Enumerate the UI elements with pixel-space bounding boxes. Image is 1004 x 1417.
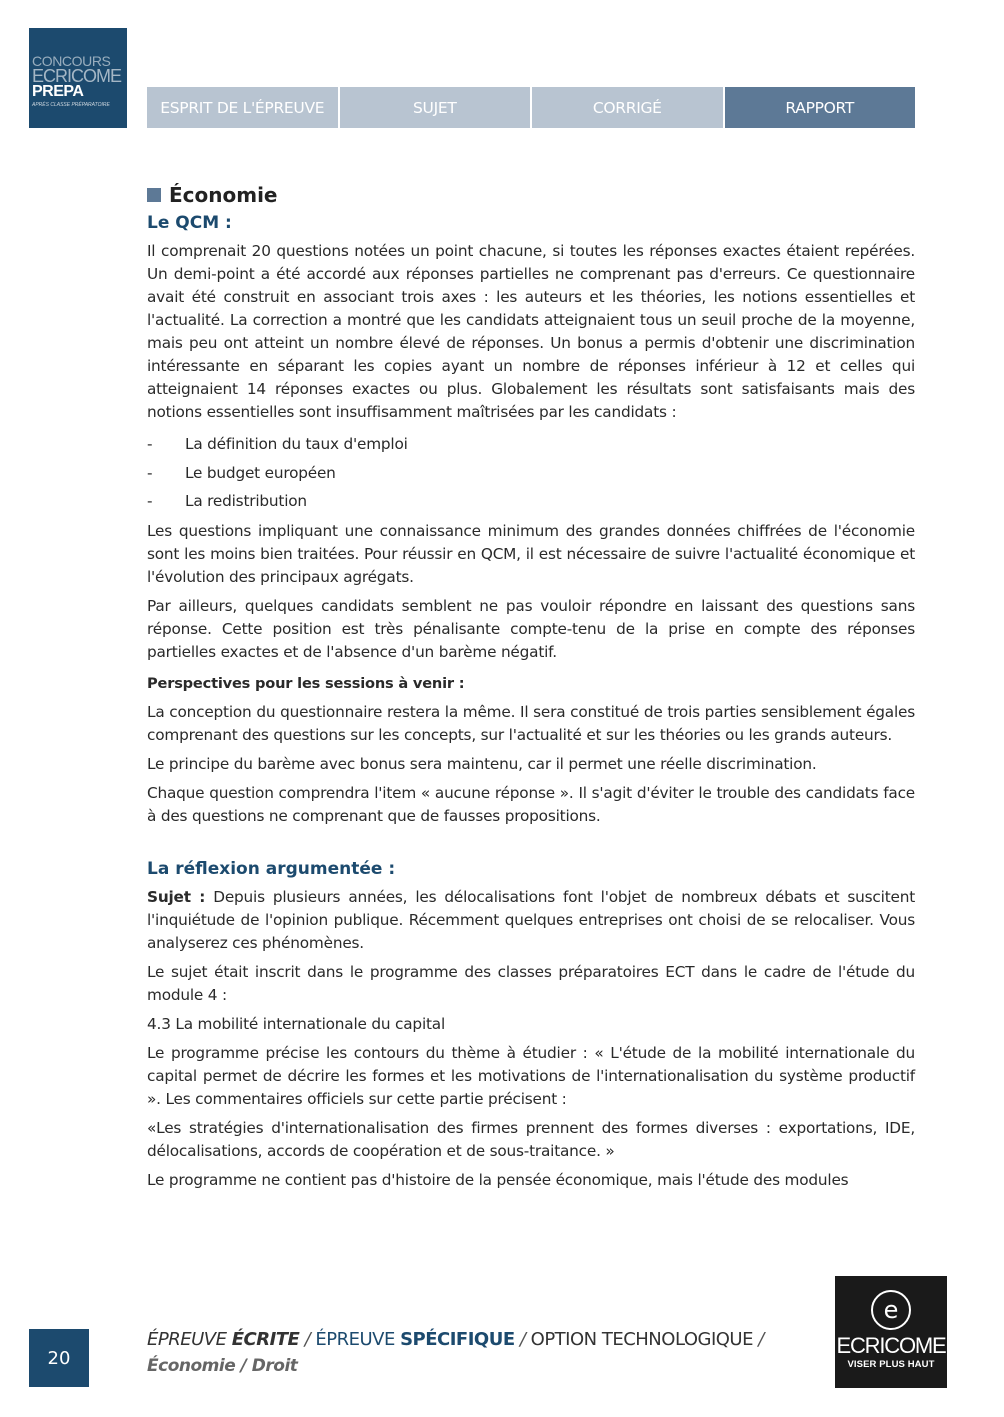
logo-line-ecricome: ECRICOME [32, 66, 122, 86]
tab-esprit[interactable]: ESPRIT DE L'ÉPREUVE [147, 87, 338, 128]
ecricome-logo-tagline: VISER PLUS HAUT [847, 1359, 935, 1370]
tab-rapport[interactable]: RAPPORT [725, 87, 916, 128]
footer-specifique: SPÉCIFIQUE [400, 1329, 515, 1350]
list-item [147, 459, 915, 488]
sujet-paragraph [147, 886, 915, 955]
footer-sep: / [752, 1329, 764, 1350]
section-title [147, 182, 915, 208]
qcm-heading: Le QCM : [147, 213, 232, 233]
notions-list [147, 430, 915, 516]
sujet-label: Sujet : [147, 887, 206, 906]
footer-caption [147, 1326, 764, 1380]
ailleurs-paragraph: Par ailleurs, quelques candidats semblent ne pas vouloir répondre en laissant des questions sans réponse. Cette position est très pénalisante compte-tenu de la prise en compte des réponses partielles exactes et de l'absence d'un barème négatif. [147, 596, 915, 661]
dash-bullet: - [147, 463, 153, 482]
logo-line-subtitle: APRÈS CLASSE PRÉPARATOIRE [32, 102, 110, 108]
footer-line-1 [147, 1326, 764, 1353]
dash-bullet: - [147, 435, 153, 453]
e-logo-icon: e [871, 1290, 911, 1330]
list-item-text: Le budget européen [185, 463, 336, 482]
footer-sep: / [514, 1329, 531, 1350]
perspectives-heading: Perspectives pour les sessions à venir : [147, 674, 465, 692]
programme-paragraph: Le programme précise les contours du thème à étudier : « L'étude de la mobilité internationale du capital permet de décrire les formes et les motivations de l'internationalisation du système productif ». Les commentaires officiels sur cette partie précisent : [147, 1043, 915, 1108]
footer-line-2: Économie / Droit [147, 1356, 298, 1376]
ecricome-logo [835, 1276, 947, 1388]
list-item [147, 487, 915, 516]
principe-paragraph: Le principe du barème avec bonus sera maintenu, car il permet une réelle discrimination. [147, 754, 817, 773]
chaque-question-paragraph: Chaque question comprendra l'item « aucune réponse ». Il s'agit d'éviter le trouble des candidats face à des questions ne comprenant que de fausses propositions. [147, 783, 915, 825]
questions-paragraph: Les questions impliquant une connaissance minimum des grandes données chiffrées de l'économie sont les moins bien traitées. Pour réussir en QCM, il est nécessaire de suivre l'actualité économique et l'évolution des principaux agrégats. [147, 521, 915, 586]
inscrit-paragraph: Le sujet était inscrit dans le programme des classes préparatoires ECT dans le cadre de l'étude du module 4 : [147, 962, 915, 1004]
footer-epreuve-2: ÉPREUVE [315, 1329, 401, 1350]
reflexion-heading: La réflexion argumentée : [147, 858, 396, 879]
strategies-paragraph: «Les stratégies d'internationalisation des firmes prennent des formes diverses : exportations, IDE, délocalisations, accords de coopération et de sous-traitance. » [147, 1118, 915, 1160]
footer-ecrite: ÉCRITE [231, 1329, 300, 1350]
tab-sujet[interactable]: SUJET [340, 87, 531, 128]
list-item-text: La définition du taux d'emploi [185, 435, 408, 453]
logo-line-prepa: PREPA [32, 83, 84, 100]
conception-paragraph: La conception du questionnaire restera la même. Il sera constitué de trois parties sensiblement égales comprenant des questions sur les concepts, sur l'actualité et sur les théories ou les grands auteurs. [147, 702, 915, 744]
logo-line-concours: CONCOURS [32, 53, 111, 69]
concours-ecricome-logo [29, 28, 127, 128]
tab-corrige[interactable]: CORRIGÉ [532, 87, 723, 128]
section-title-text: Économie [169, 183, 278, 207]
footer-option: OPTION TECHNOLOGIQUE [530, 1329, 753, 1350]
sujet-text: Depuis plusieurs années, les délocalisations font l'objet de nombreux débats et suscitent l'inquiétude de l'opinion publique. Récemment quelques entreprises ont choisi de se relocaliser. Vous analyserez ces phénomènes. [147, 887, 915, 952]
footer-epreuve: ÉPREUVE [147, 1329, 232, 1350]
section-tabs [147, 87, 915, 128]
histoire-paragraph: Le programme ne contient pas d'histoire de la pensée économique, mais l'étude des modules [147, 1170, 849, 1189]
square-bullet-icon [147, 188, 161, 202]
dash-bullet: - [147, 492, 153, 510]
list-item [147, 430, 915, 459]
footer-sep: / [299, 1329, 316, 1350]
document-body [147, 182, 915, 1198]
page-number: 20 [29, 1329, 89, 1387]
module-paragraph: 4.3 La mobilité internationale du capital [147, 1014, 446, 1033]
list-item-text: La redistribution [185, 492, 307, 510]
ecricome-logo-name: ECRICOME [836, 1333, 946, 1358]
qcm-paragraph: Il comprenait 20 questions notées un point chacune, si toutes les réponses exactes étaient repérées. Un demi-point a été accordé aux réponses partielles ne comprenant pas d'erreurs. Ce questionnaire avait été construit en associant trois axes : les auteurs et les théories, les notions essentielles et l'actualité. La correction a montré que les candidats atteignaient tous un seuil proche de la moyenne, mais peu ont atteint un nombre élevé de réponses. Un bonus a permis d'obtenir une discrimination intéressante en séparant les copies ayant un nombre de réponses inférieur à 12 et celles qui atteignaient 14 réponses exactes ou plus. Globalement les résultats sont satisfaisants mais des notions essentielles sont insuffisamment maîtrisées par les candidats : [147, 242, 915, 421]
